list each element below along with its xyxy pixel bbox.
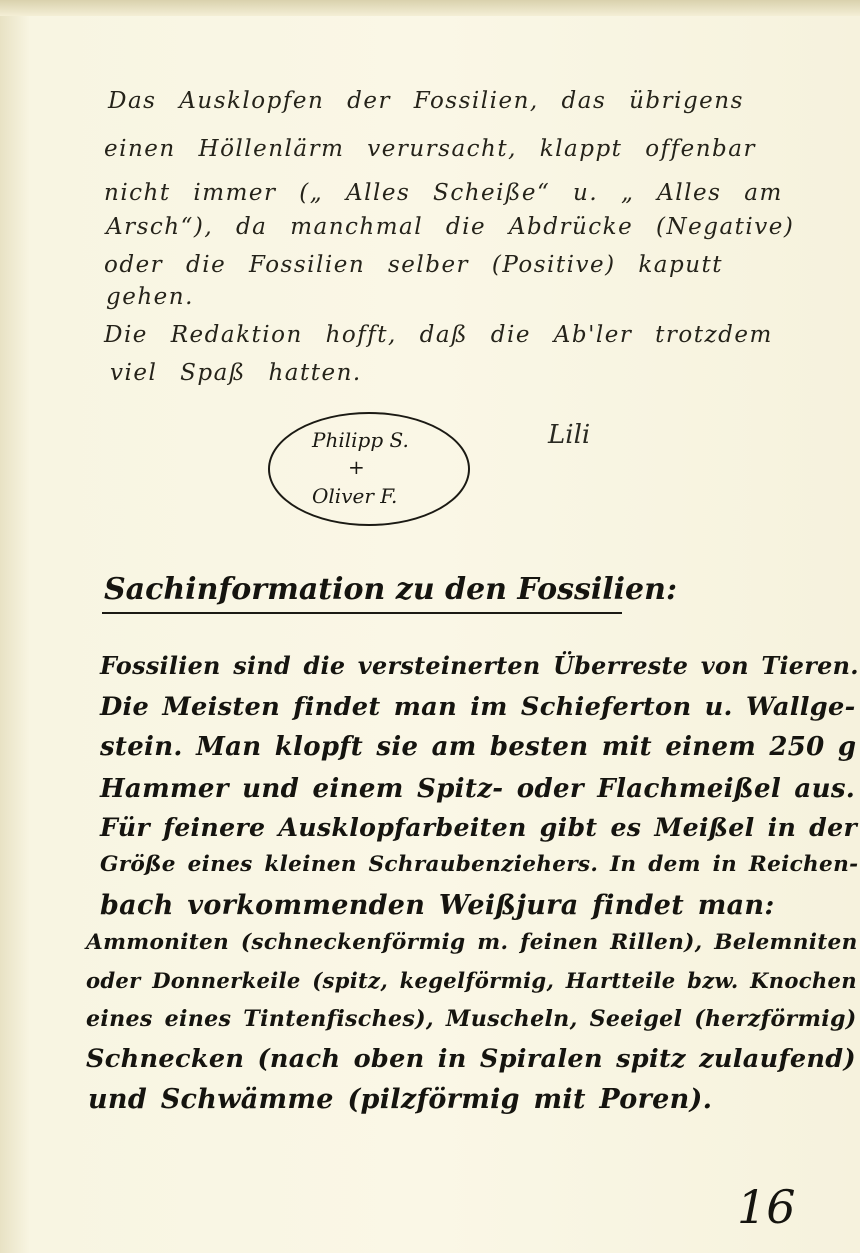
- text-line: Größe eines kleinen Schraubenziehers. In dem in Reichen-: [100, 852, 859, 877]
- page-number: 16: [737, 1180, 796, 1234]
- text-line: Die Redaktion hofft, daß die Ab'ler trotzdem: [104, 322, 773, 348]
- text-line: oder die Fossilien selber (Positive) kaputt: [104, 252, 724, 278]
- handwritten-mark: Lili: [548, 420, 591, 450]
- text-line: Für feinere Ausklopfarbeiten gibt es Meißel in der: [100, 812, 858, 842]
- text-line: eines eines Tintenfisches), Muscheln, Seeigel (herzförmig): [86, 1006, 857, 1032]
- text-line: nicht immer („ Alles Scheiße“ u. „ Alles am: [104, 180, 783, 206]
- text-line: Arsch“), da manchmal die Abdrücke (Negative): [106, 214, 795, 240]
- signature-name-1: Philipp S.: [312, 428, 409, 452]
- text-line: stein. Man klopft sie am besten mit einem 250 g: [100, 732, 857, 762]
- section-heading: Sachinformation zu den Fossilien:: [104, 572, 678, 607]
- signature-plus: +: [348, 455, 365, 479]
- text-line: bach vorkommenden Weißjura findet man:: [100, 890, 775, 921]
- text-line: viel Spaß hatten.: [110, 360, 362, 386]
- text-line: einen Höllenlärm verursacht, klappt offenbar: [104, 136, 756, 162]
- page-top-edge: [0, 0, 860, 16]
- text-line: gehen.: [106, 284, 194, 310]
- text-line: Fossilien sind die versteinerten Überreste von Tieren.: [100, 652, 859, 680]
- text-line: Hammer und einem Spitz- oder Flachmeißel aus.: [100, 774, 856, 804]
- text-line: Schnecken (nach oben in Spiralen spitz zulaufend): [86, 1044, 856, 1074]
- signature-name-2: Oliver F.: [312, 484, 398, 508]
- text-line: Das Ausklopfen der Fossilien, das übrigens: [108, 88, 744, 114]
- text-line: oder Donnerkeile (spitz, kegelförmig, Hartteile bzw. Knochen: [86, 968, 857, 993]
- text-line: und Schwämme (pilzförmig mit Poren).: [88, 1084, 713, 1115]
- text-line: Die Meisten findet man im Schieferton u. Wallge-: [100, 692, 856, 722]
- heading-underline: [102, 612, 622, 614]
- text-line: Ammoniten (schneckenförmig m. feinen Rillen), Belemniten: [86, 930, 858, 955]
